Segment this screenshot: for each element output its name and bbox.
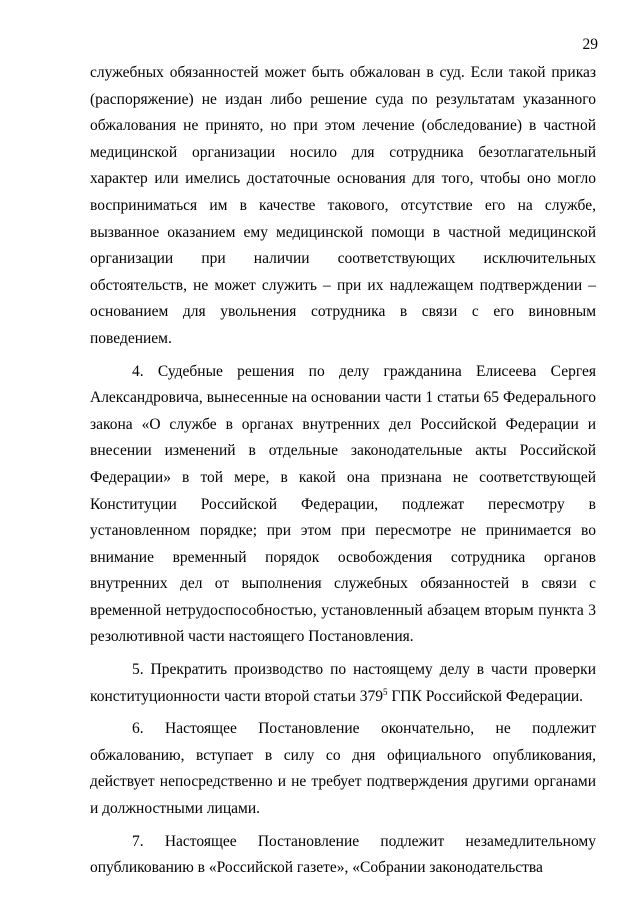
article-superscript: 5 [382, 686, 388, 697]
paragraph-item-6: 6. Настоящее Постановление окончательно, не подлежит обжалованию, вступает в силу со дня официального опубликования, действует непосредственно и не требует подтверждения другими органами и должностными лицами. [90, 720, 596, 818]
paragraph-item-5-text-before: 5. Прекратить производство по настоящему делу в части проверки конституционности части второй статьи 379 [90, 661, 596, 705]
paragraph-item-7: 7. Настоящее Постановление подлежит незамедлительному опубликованию в «Российской газете», «Собрании законодательства [90, 832, 596, 877]
page-number: 29 [582, 36, 598, 53]
paragraph-item-5-text-after: ГПК Российской Федерации. [387, 687, 584, 705]
paragraph-item-5 [90, 657, 596, 710]
document-body [90, 60, 596, 882]
paragraph-continuation: служебных обязанностей может быть обжалован в суд. Если такой приказ (распоряжение) не издан либо решение суда по результатам указанного обжалования не принято, но при этом лечение (обследование) в частной медицинской организации носило для сотрудника безотлагательный характер или имелись достаточные основания для того, чтобы оно могло восприниматься им в качестве такового, отсутствие его на службе, вызванное оказанием ему медицинской помощи в частной медицинской организации при наличии соответствующих исключительных обстоятельств, не может служить – при их надлежащем подтверждении – основанием для увольнения сотрудника в связи с его виновным поведением. [90, 64, 596, 347]
paragraph-item-4: 4. Судебные решения по делу гражданина Елисеева Сергея Александровича, вынесенные на основании части 1 статьи 65 Федерального закона «О службе в органах внутренних дел Российской Федерации и внесении изменений в отдельные законодательные акты Российской Федерации» в той мере, в какой она признана не соответствующей Конституции Российской Федерации, подлежат пересмотру в установленном порядке; при этом при пересмотре не принимается во внимание временный порядок освобождения сотрудника органов внутренних дел от выполнения служебных обязанностей в связи с временной нетрудоспособностью, установленный абзацем вторым пункта 3 резолютивной части настоящего Постановления. [90, 362, 596, 646]
